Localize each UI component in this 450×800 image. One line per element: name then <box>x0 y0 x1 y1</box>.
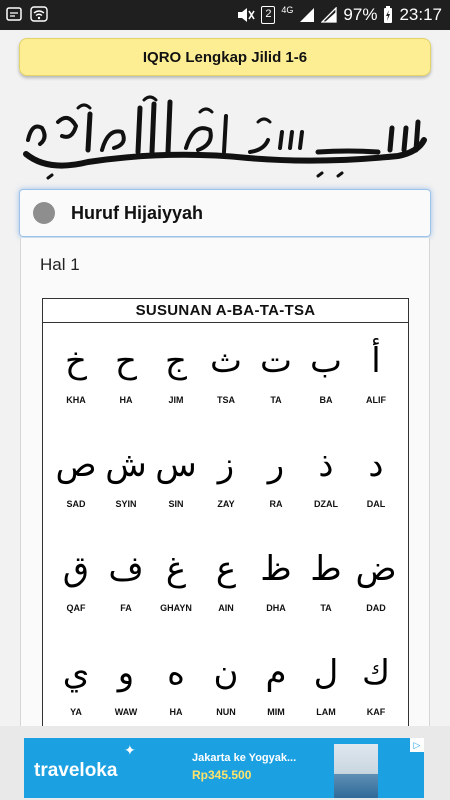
ad-content[interactable] <box>24 738 424 798</box>
mute-icon <box>235 6 255 24</box>
letter-name: DAD <box>366 603 386 613</box>
letter-name: SIN <box>168 499 184 509</box>
letter-cell <box>151 435 201 539</box>
page-label: Hal 1 <box>40 255 80 274</box>
arabic-letter: ث <box>209 341 242 381</box>
arabic-letter: ح <box>115 341 137 381</box>
letter-name: KAF <box>366 707 386 717</box>
arabic-letter: ع <box>215 549 237 589</box>
bismillah-calligraphy <box>18 92 432 182</box>
arabic-letter: ق <box>62 549 90 589</box>
letter-name: GHAYN <box>160 603 192 613</box>
sim2-icon: 2 <box>261 6 275 24</box>
arabic-letter: ت <box>259 341 292 381</box>
letter-cell <box>201 539 251 643</box>
letter-name: DZAL <box>314 499 338 509</box>
letter-cell <box>301 539 351 643</box>
arabic-letter: ص <box>55 445 97 485</box>
letter-cell <box>201 435 251 539</box>
section-header-huruf-hijaiyyah[interactable] <box>19 189 431 237</box>
arabic-letter: و <box>117 653 135 693</box>
signal-icon <box>299 7 315 23</box>
letter-cell <box>251 331 301 435</box>
clock: 23:17 <box>399 5 442 24</box>
letter-cell <box>301 331 351 435</box>
letter-cell <box>101 539 151 643</box>
letter-name: SYIN <box>115 499 137 509</box>
signal-icon-2 <box>321 7 337 23</box>
letter-name: HA <box>169 707 183 717</box>
arabic-letter: ب <box>309 341 342 381</box>
arabic-letter: ج <box>165 341 187 381</box>
arabic-letter: ر <box>267 445 285 485</box>
status-bar <box>0 0 450 30</box>
letter-name: FA <box>120 603 132 613</box>
arabic-letter: ذ <box>318 445 334 485</box>
letter-cell <box>51 539 101 643</box>
arabic-letter: خ <box>65 341 87 381</box>
letter-cell <box>151 331 201 435</box>
letter-cell <box>101 435 151 539</box>
letter-name: MIM <box>267 707 285 717</box>
arabic-letter: د <box>368 445 384 485</box>
ad-banner[interactable] <box>0 726 450 800</box>
arabic-letter: ف <box>108 549 144 589</box>
letter-name: BA <box>319 395 333 405</box>
letter-cell <box>151 539 201 643</box>
content-card <box>20 238 430 738</box>
letter-name: SAD <box>66 499 86 509</box>
ad-brand: traveloka <box>34 760 118 781</box>
arabic-letter: ز <box>217 445 235 485</box>
letter-chart-title: SUSUNAN A-BA-TA-TSA <box>43 299 408 323</box>
letter-name: QAF <box>66 603 86 613</box>
letter-name: WAW <box>114 707 138 717</box>
letter-name: DAL <box>366 499 386 509</box>
arabic-letter: س <box>155 445 197 485</box>
arabic-letter: ط <box>310 549 342 589</box>
app-title: IQRO Lengkap Jilid 1-6 <box>142 48 308 66</box>
ad-photo <box>334 744 378 798</box>
arabic-letter: ش <box>105 445 147 485</box>
ad-headline: Jakarta ke Yogyak... <box>192 752 297 764</box>
letter-name: YA <box>70 707 82 717</box>
letter-cell <box>351 331 401 435</box>
notification-icon <box>6 6 22 22</box>
letter-name: TSA <box>217 395 235 405</box>
wifi-icon <box>30 6 48 22</box>
letter-cell <box>101 331 151 435</box>
arabic-letter: ي <box>62 653 90 693</box>
letter-cell <box>51 331 101 435</box>
letter-cell <box>351 539 401 643</box>
arabic-letter: ل <box>313 653 339 693</box>
battery-charging-icon <box>383 6 393 24</box>
letter-name: TA <box>270 395 282 405</box>
letter-name: LAM <box>316 707 336 717</box>
arabic-letter: ن <box>213 653 239 693</box>
arabic-letter: ض <box>355 549 397 589</box>
bird-icon: ✦ <box>124 742 136 758</box>
battery-percent: 97% <box>343 5 378 24</box>
signal-4g-icon: 4G <box>281 5 294 15</box>
letter-name: TA <box>320 603 332 613</box>
section-indicator-dot <box>33 202 55 224</box>
letter-name: JIM <box>168 395 184 405</box>
arabic-letter: ظ <box>260 549 292 589</box>
adchoices-icon[interactable]: ▷ <box>410 738 424 752</box>
app-title-bar <box>19 38 431 76</box>
section-title: Huruf Hijaiyyah <box>71 202 204 223</box>
letter-name: AIN <box>218 603 234 613</box>
arabic-letter: غ <box>165 549 187 589</box>
letter-name: KHA <box>66 395 86 405</box>
letter-name: NUN <box>216 707 236 717</box>
letter-chart-image <box>42 298 409 738</box>
ad-price: Rp345.500 <box>192 768 252 782</box>
letter-name: RA <box>269 499 283 509</box>
letter-cell <box>201 331 251 435</box>
arabic-letter: أ <box>371 341 381 381</box>
letter-name: ZAY <box>217 499 235 509</box>
letter-name: DHA <box>266 603 286 613</box>
arabic-letter: ك <box>361 653 391 693</box>
letter-cell <box>301 435 351 539</box>
letter-cell <box>51 435 101 539</box>
arabic-letter: ه <box>167 653 185 693</box>
letter-name: ALIF <box>366 395 386 405</box>
letter-grid <box>51 331 401 747</box>
letter-name: HA <box>119 395 133 405</box>
arabic-letter: م <box>265 653 287 693</box>
letter-cell <box>351 435 401 539</box>
letter-cell <box>251 539 301 643</box>
letter-cell <box>251 435 301 539</box>
